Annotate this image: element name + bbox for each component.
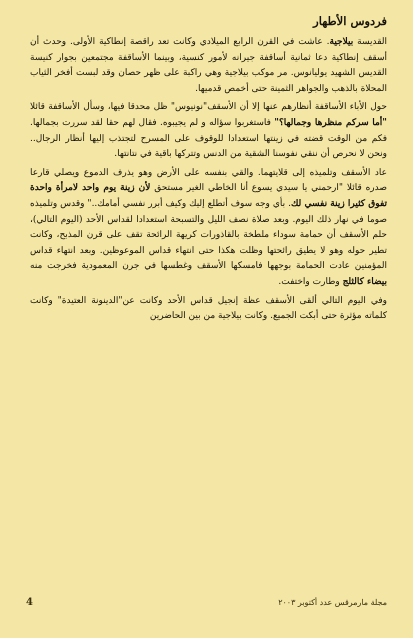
bold-text: لأن زينة يوم واحد لامرأة واحدة تفوق كثيرا زينة نفسي لك [30,183,387,209]
article-body [30,35,387,325]
paragraph [30,100,387,162]
text-segment: . عاشت في القرن الرابع الميلادي وكانت تعد راقصة إنطاكية الأولى. وحدث أن أسقف إنطاكية دعا ثمانية أساقفة جيرانه لأمور كنسية، وبينما الأساقفة مجتمعين بجوار كنيسة القديس الشهيد يوليانوس. مر موكب بيلاجية وهي راكبة على ظهر حصان وقد لبست أفخر الثياب المحلاة بالذهب والجواهر الثمينة حتى أخمص قدميها. [30,37,387,94]
text-segment: القديسة [353,37,388,47]
bold-text: بيلاجية [329,37,354,47]
text-segment: عاد الأسقف وتلميذه إلى قلايتهما. والقي بنفسه على الأرض وهو يذرف الدموع ويصلي قارعا صدره قائلا "ارحمني يا سيدي يسوع أنا الخاطي الغير مستحق [30,167,388,194]
text-segment: وفي اليوم التالي ألقى الأسقف عظة إنجيل قداس الأحد وكانت عن"الدينونة العتيدة" وكانت كلماته مؤثرة حتى أبكت الجميع. وكانت بيلاجية من بين الحاضرين [30,295,387,322]
paragraph [30,166,387,291]
text-segment: فاستغربوا سؤاله و لم يجيبوه. فقال لهم حقا لقد سررت بجمالها. فكم من الوقت قضته في زينتها استعدادا للوقوف على المسرح لتجتذب إليها أنظار الرجال.. ونحن لا نحرص أن ننقي نفوسنا الشقية من الدنس وتتركها باقية في نتانتها. [30,117,387,160]
footer-source: مجلة مارمرقس عدد أكتوبر ٢٠٠٣ [278,598,387,607]
paragraph [30,35,387,97]
paragraph [30,294,387,325]
page-footer [26,597,387,608]
bold-text: "أما سركم منظرها وجمالها؟" [274,117,387,128]
text-segment: حول الأباء الأساقفة أنظارهم عنها إلا أن الأسقف"نونيوس" ظل محدقا فيها، وسأل الأساقفة قائلا [30,102,387,113]
text-segment: وطارت واختفت. [278,276,343,287]
bold-text: بيضاء كالثلج [342,276,387,287]
text-segment: . بأي وجه سوف أتطلع إليك وكيف أبرر نفسي أمامك.." وقدس وتلميذه صوما في نهار ذلك اليوم. وبعد صلاة نصف الليل والتسبحة استعدادا لقداس الأحد (اليوم التالي)، حلم الأسقف أن حمامة سوداء ملطخة بالقاذورات كريهة الرائحة تقف على قرن المذبح، وكانت تطير حوله وهو لا يطيق رائحتها وظلت هكذا حتى انتهاء قداس الموعوظين. وبعد انتهاء قداس المؤمنين عادت الحمامة بوجهها فامسكها الأسقف وغطسها في جرن المعمودية فخرجت منه [30,198,387,272]
page-number: 4 [26,597,33,608]
page-title: فردوس الأطهار [313,14,387,28]
